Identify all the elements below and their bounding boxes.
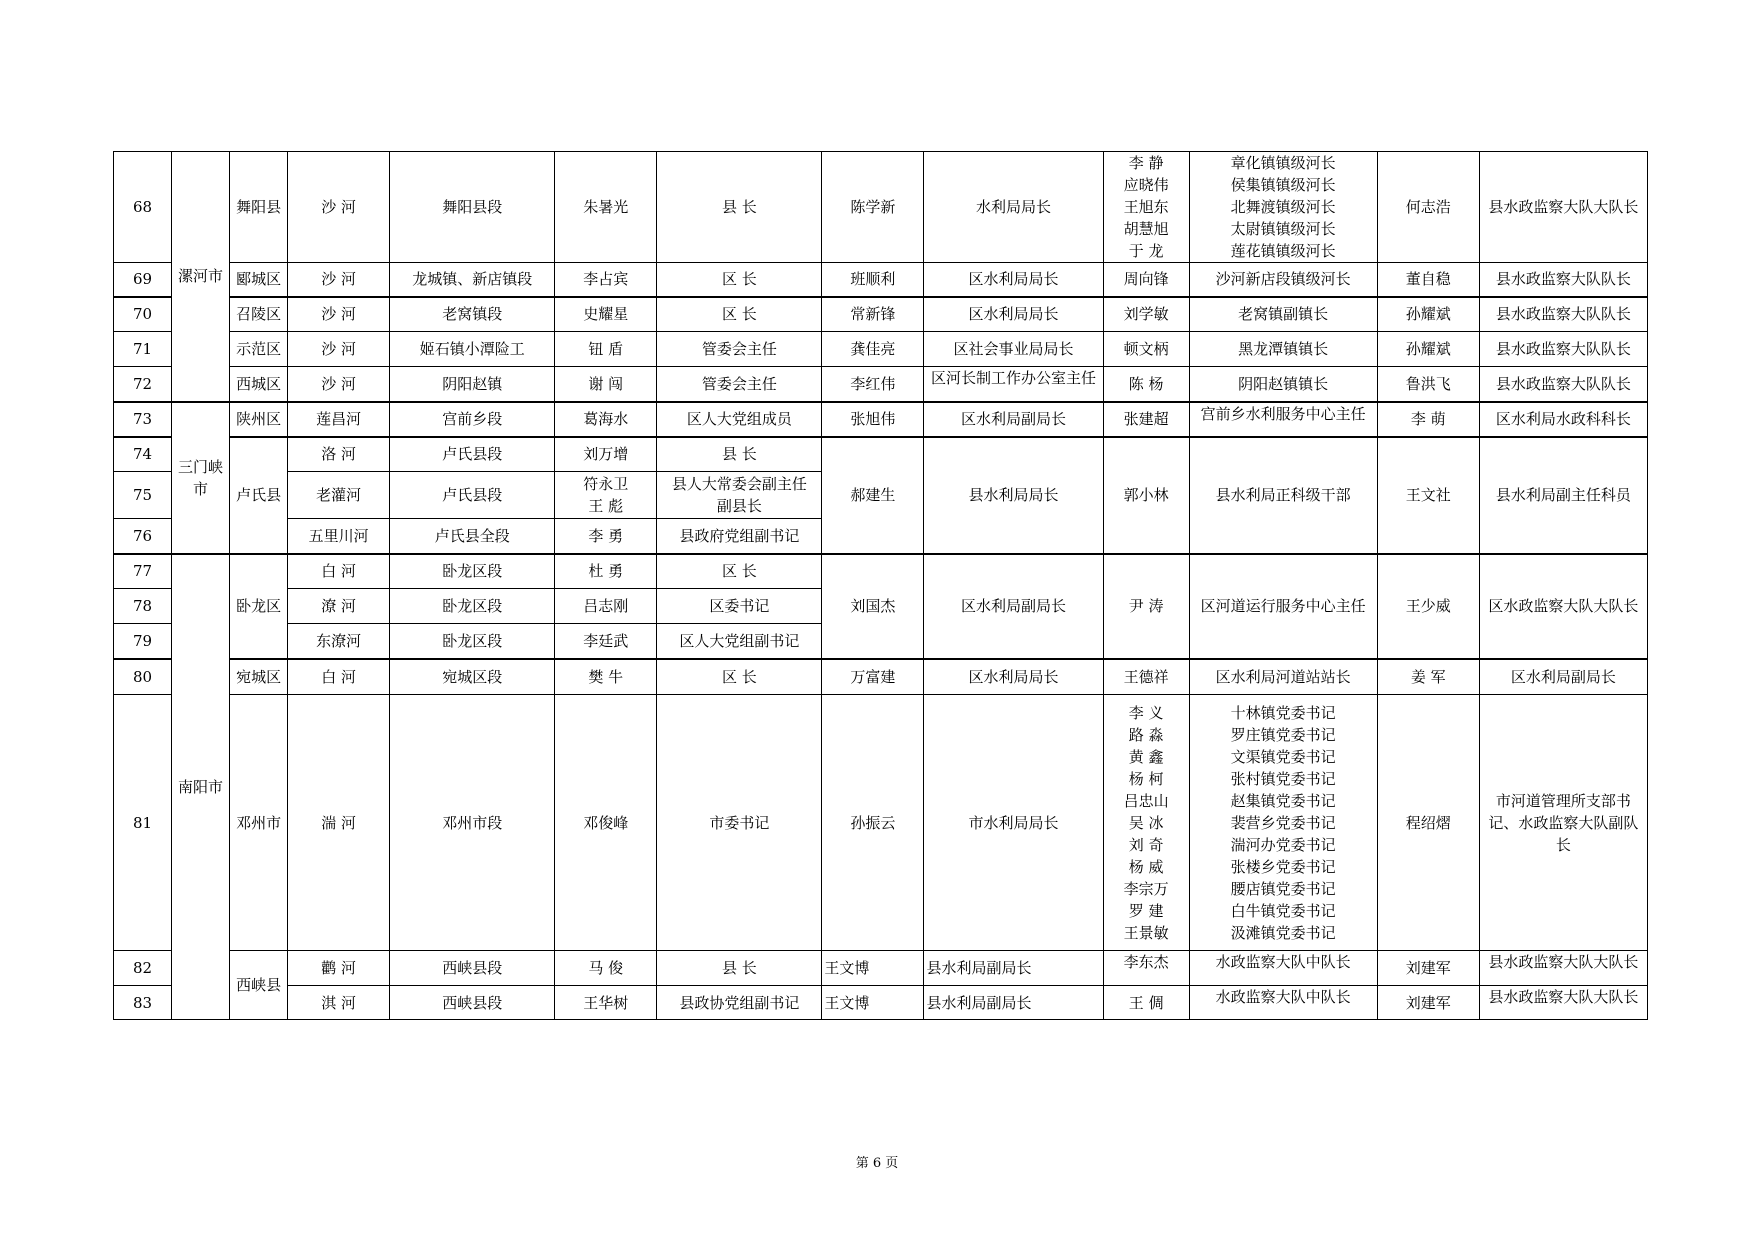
leader-cell: 吕志刚: [555, 589, 657, 624]
inspector-title-cell: [1479, 986, 1647, 1020]
river-cell: 白 河: [288, 554, 390, 589]
inspector-cell: 何志浩: [1377, 152, 1479, 263]
contact-title-cell: [924, 367, 1103, 402]
town-leader-line: 路 淼: [1128, 725, 1164, 744]
town-leader-cell: 刘学敏: [1103, 297, 1189, 332]
leader-title-cell: 县政府党组副书记: [657, 519, 822, 554]
river-cell: 东潦河: [288, 624, 390, 659]
river-cell: 沙 河: [288, 152, 390, 263]
contact-cell: 王文博: [822, 951, 924, 986]
table-row: [114, 297, 1648, 332]
town-leader-cell: 陈 杨: [1103, 367, 1189, 402]
leader-title-cell: 区人大党组副书记: [657, 624, 822, 659]
town-leader-cell: [1103, 695, 1189, 951]
contact-cell: 张旭伟: [822, 402, 924, 437]
leader-line: 符永卫: [583, 475, 629, 493]
river-cell: 沙 河: [288, 263, 390, 297]
leader-cell: 李 勇: [555, 519, 657, 554]
leader-title-cell: 区 长: [657, 263, 822, 297]
leader-title-cell: 区 长: [657, 659, 822, 695]
town-title-line: 莲花镇镇级河长: [1230, 242, 1336, 260]
row-number: 78: [114, 589, 172, 624]
town-leader-cell: 郭小林: [1103, 437, 1189, 554]
contact-cell: 孙振云: [822, 695, 924, 951]
section-cell: 卧龙区段: [390, 589, 555, 624]
contact-cell: 王文博: [822, 986, 924, 1020]
section-cell: 龙城镇、新店镇段: [390, 263, 555, 297]
inspector-title-cell: 区水利局副局长: [1479, 659, 1647, 695]
leader-cell: 马 俊: [555, 951, 657, 986]
town-title-cell: [1189, 152, 1377, 263]
leader-cell: [555, 472, 657, 519]
section-cell: 宛城区段: [390, 659, 555, 695]
leader-cell: 谢 闯: [555, 367, 657, 402]
row-number: 83: [114, 986, 172, 1020]
section-cell: 阴阳赵镇: [390, 367, 555, 402]
row-number: 71: [114, 332, 172, 367]
inspector-title-cell: 县水利局副主任科员: [1479, 437, 1647, 554]
section-cell: 卢氏县段: [390, 472, 555, 519]
town-leader-cell: 王 倜: [1103, 986, 1189, 1020]
town-title-line: 章化镇镇级河长: [1230, 154, 1336, 172]
contact-title-cell: 区水利局局长: [924, 263, 1103, 297]
inspector-cell: 姜 军: [1377, 659, 1479, 695]
contact-cell: 常新锋: [822, 297, 924, 332]
section-cell: 姬石镇小潭险工: [390, 332, 555, 367]
row-number: 70: [114, 297, 172, 332]
town-title-cell: 沙河新店段镇级河长: [1189, 263, 1377, 297]
town-title-cell: 县水利局正科级干部: [1189, 437, 1377, 554]
town-title-line: 太尉镇镇级河长: [1230, 220, 1336, 238]
inspector-cell: 李 萌: [1377, 402, 1479, 437]
town-leader-cell: 顿文柄: [1103, 332, 1189, 367]
table-row: [114, 437, 1648, 472]
leader-title-cell: 县政协党组副书记: [657, 986, 822, 1020]
town-title-line: 赵集镇党委书记: [1230, 791, 1336, 810]
section-cell: 邓州市段: [390, 695, 555, 951]
inspector-title-cell: 县水政监察大队大队长: [1479, 152, 1647, 263]
inspector-cell: 王少威: [1377, 554, 1479, 659]
section-cell: 舞阳县段: [390, 152, 555, 263]
town-leader-line: 应晓伟: [1123, 176, 1169, 194]
river-cell: 沙 河: [288, 297, 390, 332]
inspector-cell: 程绍熠: [1377, 695, 1479, 951]
leader-cell: 李占宾: [555, 263, 657, 297]
leader-title-line: 县人大常委会副主任: [671, 475, 807, 493]
leader-cell: 钮 盾: [555, 332, 657, 367]
section-cell: 卢氏县全段: [390, 519, 555, 554]
leader-title-cell: 管委会主任: [657, 332, 822, 367]
leader-cell: 王华树: [555, 986, 657, 1020]
town-leader-line: 杨 威: [1128, 857, 1164, 876]
river-cell: 鹳 河: [288, 951, 390, 986]
table-row: [114, 152, 1648, 263]
river-chief-table: [113, 151, 1648, 1020]
inspector-cell: 孙耀斌: [1377, 297, 1479, 332]
contact-title-text: 区河长制工作办公室主任: [931, 369, 1097, 387]
contact-title-cell: 区水利局局长: [924, 659, 1103, 695]
contact-cell: 万富建: [822, 659, 924, 695]
leader-title-line: 副县长: [716, 497, 762, 515]
table-row: [114, 951, 1648, 986]
city-cell: 三门峡市: [172, 402, 230, 554]
county-cell: 卧龙区: [230, 554, 288, 659]
city-cell: 南阳市: [172, 554, 230, 1020]
page-number: 第 6 页: [855, 1156, 899, 1171]
town-title-cell: 水政监察大队中队长: [1189, 986, 1377, 1020]
leader-title-cell: 县 长: [657, 437, 822, 472]
row-number: 79: [114, 624, 172, 659]
town-leader-cell: 周向锋: [1103, 263, 1189, 297]
inspector-cell: 王文社: [1377, 437, 1479, 554]
town-leader-line: 吴 冰: [1128, 813, 1164, 832]
town-title-line: 湍河办党委书记: [1230, 835, 1336, 854]
leader-title-cell: 市委书记: [657, 695, 822, 951]
town-title-line: 侯集镇镇级河长: [1230, 176, 1336, 194]
town-leader-line: 罗 建: [1128, 901, 1164, 920]
town-leader-cell: 张建超: [1103, 402, 1189, 437]
leader-title-cell: 区 长: [657, 554, 822, 589]
contact-title-cell: 区水利局副局长: [924, 554, 1103, 659]
row-number: 76: [114, 519, 172, 554]
leader-cell: 杜 勇: [555, 554, 657, 589]
row-number: 68: [114, 152, 172, 263]
town-title-line: 腰店镇党委书记: [1230, 879, 1336, 898]
town-title-cell: 区水利局河道站站长: [1189, 659, 1377, 695]
town-title-cell: [1189, 695, 1377, 951]
inspector-title-cell: [1479, 951, 1647, 986]
inspector-title-cell: 县水政监察大队队长: [1479, 332, 1647, 367]
contact-cell: 陈学新: [822, 152, 924, 263]
leader-cell: 朱暑光: [555, 152, 657, 263]
section-cell: 卧龙区段: [390, 624, 555, 659]
town-title-cell: 黑龙潭镇镇长: [1189, 332, 1377, 367]
inspector-cell: 刘建军: [1377, 951, 1479, 986]
contact-title-cell: 县水利局副局长: [924, 951, 1103, 986]
inspector-title-text: 县水政监察大队大队长: [1488, 953, 1639, 971]
table-row: [114, 695, 1648, 951]
leader-cell: 史耀星: [555, 297, 657, 332]
town-leader-cell: [1103, 152, 1189, 263]
town-title-line: 十林镇党委书记: [1230, 703, 1336, 722]
row-number: 80: [114, 659, 172, 695]
table-row: [114, 986, 1648, 1020]
leader-line: 王 彪: [588, 497, 624, 515]
row-number: 69: [114, 263, 172, 297]
town-leader-line: 吕忠山: [1123, 791, 1169, 810]
contact-cell: 李红伟: [822, 367, 924, 402]
county-cell: 舞阳县: [230, 152, 288, 263]
county-cell: 陕州区: [230, 402, 288, 437]
leader-cell: 李廷武: [555, 624, 657, 659]
table-row: [114, 367, 1648, 402]
inspector-cell: 董自稳: [1377, 263, 1479, 297]
row-number: 73: [114, 402, 172, 437]
county-cell: 西城区: [230, 367, 288, 402]
town-leader-line: 杨 柯: [1128, 769, 1164, 788]
table-row: [114, 659, 1648, 695]
leader-title-cell: 区 长: [657, 297, 822, 332]
town-leader-line: 胡慧旭: [1123, 220, 1169, 238]
section-cell: 西峡县段: [390, 951, 555, 986]
town-leader-line: 于 龙: [1128, 242, 1164, 260]
row-number: 82: [114, 951, 172, 986]
row-number: 74: [114, 437, 172, 472]
contact-cell: 郝建生: [822, 437, 924, 554]
town-title-cell: 老窝镇副镇长: [1189, 297, 1377, 332]
county-cell: 宛城区: [230, 659, 288, 695]
leader-title-cell: 区委书记: [657, 589, 822, 624]
river-cell: 沙 河: [288, 332, 390, 367]
county-cell: 郾城区: [230, 263, 288, 297]
town-leader-cell: 尹 涛: [1103, 554, 1189, 659]
section-cell: 卧龙区段: [390, 554, 555, 589]
inspector-title-cell: 县水政监察大队队长: [1479, 367, 1647, 402]
town-leader-line: 刘 奇: [1128, 835, 1164, 854]
section-cell: 老窝镇段: [390, 297, 555, 332]
town-leader-cell: 李东杰: [1103, 951, 1189, 986]
town-title-cell: 区河道运行服务中心主任: [1189, 554, 1377, 659]
table-row: [114, 402, 1648, 437]
leader-title-cell: 区人大党组成员: [657, 402, 822, 437]
contact-title-cell: 区水利局副局长: [924, 402, 1103, 437]
contact-cell: 刘国杰: [822, 554, 924, 659]
town-leader-cell: 王德祥: [1103, 659, 1189, 695]
town-title-cell: 水政监察大队中队长: [1189, 951, 1377, 986]
contact-title-cell: 县水利局局长: [924, 437, 1103, 554]
contact-title-cell: 水利局局长: [924, 152, 1103, 263]
town-title-line: 裴营乡党委书记: [1230, 813, 1336, 832]
table-row: [114, 263, 1648, 297]
river-cell: 湍 河: [288, 695, 390, 951]
inspector-cell: 刘建军: [1377, 986, 1479, 1020]
contact-title-cell: 区社会事业局局长: [924, 332, 1103, 367]
contact-title-cell: 市水利局局长: [924, 695, 1103, 951]
river-cell: 淇 河: [288, 986, 390, 1020]
town-title-cell: [1189, 402, 1377, 437]
leader-cell: 邓俊峰: [555, 695, 657, 951]
leader-title-cell: 管委会主任: [657, 367, 822, 402]
county-cell: 卢氏县: [230, 437, 288, 554]
county-cell: 召陵区: [230, 297, 288, 332]
contact-title-cell: 区水利局局长: [924, 297, 1103, 332]
river-cell: 沙 河: [288, 367, 390, 402]
town-title-line: 张村镇党委书记: [1230, 769, 1336, 788]
town-title-line: 罗庄镇党委书记: [1230, 725, 1336, 744]
town-leader-line: 李 静: [1128, 154, 1164, 172]
contact-cell: 龚佳亮: [822, 332, 924, 367]
town-title-line: 白牛镇党委书记: [1230, 901, 1336, 920]
county-cell: 西峡县: [230, 951, 288, 1020]
river-cell: 老灌河: [288, 472, 390, 519]
leader-title-cell: 县 长: [657, 951, 822, 986]
town-title-line: 文渠镇党委书记: [1230, 747, 1336, 766]
contact-title-cell: 县水利局副局长: [924, 986, 1103, 1020]
town-leader-line: 王景敏: [1123, 923, 1169, 942]
row-number: 75: [114, 472, 172, 519]
town-leader-line: 黄 鑫: [1128, 747, 1164, 766]
town-leader-line: 王旭东: [1123, 198, 1169, 216]
section-cell: 宫前乡段: [390, 402, 555, 437]
inspector-title-cell: 区水政监察大队大队长: [1479, 554, 1647, 659]
town-title-text: 宫前乡水利服务中心主任: [1200, 404, 1366, 423]
leader-cell: 樊 牛: [555, 659, 657, 695]
town-title-line: 张楼乡党委书记: [1230, 857, 1336, 876]
inspector-title-text: 县水政监察大队大队长: [1488, 988, 1639, 1006]
town-title-line: 北舞渡镇级河长: [1230, 198, 1336, 216]
town-title-cell: 阴阳赵镇镇长: [1189, 367, 1377, 402]
inspector-cell: 鲁洪飞: [1377, 367, 1479, 402]
row-number: 72: [114, 367, 172, 402]
river-cell: 莲昌河: [288, 402, 390, 437]
river-cell: 潦 河: [288, 589, 390, 624]
inspector-title-cell: 县水政监察大队队长: [1479, 297, 1647, 332]
section-cell: 西峡县段: [390, 986, 555, 1020]
town-title-line: 汲滩镇党委书记: [1230, 923, 1336, 942]
inspector-title-cell: 县水政监察大队队长: [1479, 263, 1647, 297]
river-cell: 洛 河: [288, 437, 390, 472]
river-cell: 五里川河: [288, 519, 390, 554]
leader-title-cell: 县 长: [657, 152, 822, 263]
table-row: [114, 554, 1648, 589]
town-leader-line: 李 义: [1128, 703, 1164, 722]
county-cell: 邓州市: [230, 695, 288, 951]
leader-cell: 刘万增: [555, 437, 657, 472]
row-number: 77: [114, 554, 172, 589]
row-number: 81: [114, 695, 172, 951]
county-cell: 示范区: [230, 332, 288, 367]
section-cell: 卢氏县段: [390, 437, 555, 472]
table-row: [114, 332, 1648, 367]
river-cell: 白 河: [288, 659, 390, 695]
town-leader-line: 李宗万: [1123, 879, 1169, 898]
city-cell: 漯河市: [172, 152, 230, 402]
inspector-cell: 孙耀斌: [1377, 332, 1479, 367]
inspector-title-cell: 区水利局水政科科长: [1479, 402, 1647, 437]
leader-cell: 葛海水: [555, 402, 657, 437]
leader-title-cell: [657, 472, 822, 519]
contact-cell: 班顺利: [822, 263, 924, 297]
inspector-title-cell: 市河道管理所支部书记、水政监察大队副队长: [1479, 695, 1647, 951]
